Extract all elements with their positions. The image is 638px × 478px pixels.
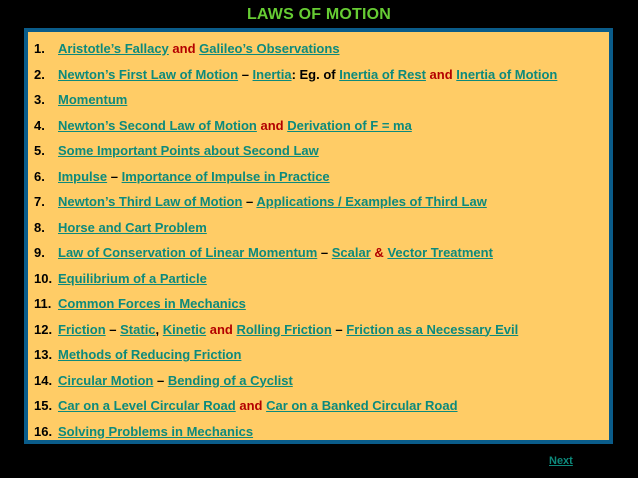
item-number: 3.: [34, 92, 45, 107]
topic-link[interactable]: Impulse: [58, 168, 108, 184]
topic-link[interactable]: Galileo’s Observations: [199, 41, 340, 56]
topic-link[interactable]: Law of Conservation of Linear Momentum: [58, 245, 318, 260]
item-number: 6.: [34, 168, 45, 184]
topic-link[interactable]: Scalar: [331, 245, 371, 260]
topic-link[interactable]: Horse and Cart Problem: [58, 219, 207, 235]
topic-link[interactable]: Methods of Reducing Friction: [58, 347, 242, 362]
contents-item: [34, 62, 609, 88]
topic-link[interactable]: Inertia of Motion: [456, 66, 558, 82]
topic-link[interactable]: Friction: [58, 321, 106, 337]
next-link[interactable]: Next: [549, 455, 573, 467]
topic-link[interactable]: Kinetic: [162, 321, 207, 337]
item-number: 16.: [34, 423, 53, 439]
contents-item: [34, 393, 609, 419]
contents-item: [34, 368, 609, 394]
item-number: 4.: [34, 117, 45, 133]
topic-link[interactable]: Rolling Friction: [236, 321, 332, 337]
separator-text: –: [238, 66, 253, 82]
item-number: 9.: [34, 245, 45, 260]
topic-link[interactable]: Bending of a Cyclist: [167, 372, 293, 388]
topic-link[interactable]: Equilibrium of a Particle: [58, 270, 207, 286]
separator-text: –: [107, 168, 122, 184]
topic-link[interactable]: Common Forces in Mechanics: [58, 296, 246, 311]
topic-link[interactable]: Applications / Examples of Third Law: [256, 194, 487, 209]
item-number: 5.: [34, 143, 45, 158]
contents-item: [34, 342, 609, 368]
separator-text: and: [235, 398, 267, 413]
item-number: 14.: [34, 372, 53, 388]
topic-link[interactable]: Newton’s Second Law of Motion: [58, 117, 257, 133]
contents-item: [34, 291, 609, 317]
separator-text: –: [242, 194, 257, 209]
page-title: LAWS OF MOTION: [246, 6, 392, 23]
separator-text: –: [317, 245, 332, 260]
item-number: 12.: [34, 321, 53, 337]
item-number: 13.: [34, 347, 53, 362]
contents-item: [34, 113, 609, 139]
separator-text: ,: [155, 321, 163, 337]
topic-link[interactable]: Circular Motion: [58, 372, 154, 388]
topic-link[interactable]: Momentum: [58, 92, 128, 107]
topic-link[interactable]: Solving Problems in Mechanics: [58, 423, 254, 439]
separator-text: and: [206, 321, 237, 337]
contents-item: [34, 138, 609, 164]
separator-text: –: [331, 321, 347, 337]
topic-link[interactable]: Friction as a Necessary Evil: [346, 321, 519, 337]
topic-link[interactable]: Static: [120, 321, 156, 337]
separator-text: –: [153, 372, 168, 388]
contents-item: [34, 189, 609, 215]
contents-item: [34, 266, 609, 292]
separator-text: and: [425, 66, 457, 82]
contents-item: [34, 164, 609, 190]
topic-link[interactable]: Importance of Impulse in Practice: [121, 168, 330, 184]
contents-panel: [24, 28, 613, 444]
item-number: 7.: [34, 194, 45, 209]
contents-item: [34, 215, 609, 241]
topic-link[interactable]: Some Important Points about Second Law: [58, 143, 319, 158]
topic-link[interactable]: Derivation of F = ma: [287, 117, 412, 133]
topic-link[interactable]: Vector Treatment: [387, 245, 493, 260]
topic-link[interactable]: Inertia of Rest: [339, 66, 426, 82]
contents-item: [34, 36, 609, 62]
contents-item: [34, 419, 609, 445]
item-number: 2.: [34, 66, 45, 82]
topic-link[interactable]: Car on a Level Circular Road: [58, 398, 236, 413]
separator-text: : Eg. of: [291, 66, 340, 82]
separator-text: –: [105, 321, 121, 337]
separator-text: &: [370, 245, 388, 260]
item-number: 10.: [34, 270, 53, 286]
topic-link[interactable]: Aristotle’s Fallacy: [58, 41, 169, 56]
topic-link[interactable]: Newton’s Third Law of Motion: [58, 194, 243, 209]
item-number: 1.: [34, 41, 45, 56]
topic-link[interactable]: Newton’s First Law of Motion: [58, 66, 239, 82]
contents-item: [34, 317, 609, 343]
separator-text: and: [256, 117, 288, 133]
separator-text: and: [168, 41, 200, 56]
topic-link[interactable]: Car on a Banked Circular Road: [266, 398, 458, 413]
contents-item: [34, 87, 609, 113]
contents-list: [28, 32, 609, 444]
contents-item: [34, 240, 609, 266]
item-number: 11.: [34, 296, 52, 311]
item-number: 8.: [34, 219, 45, 235]
item-number: 15.: [34, 398, 53, 413]
topic-link[interactable]: Inertia: [252, 66, 292, 82]
